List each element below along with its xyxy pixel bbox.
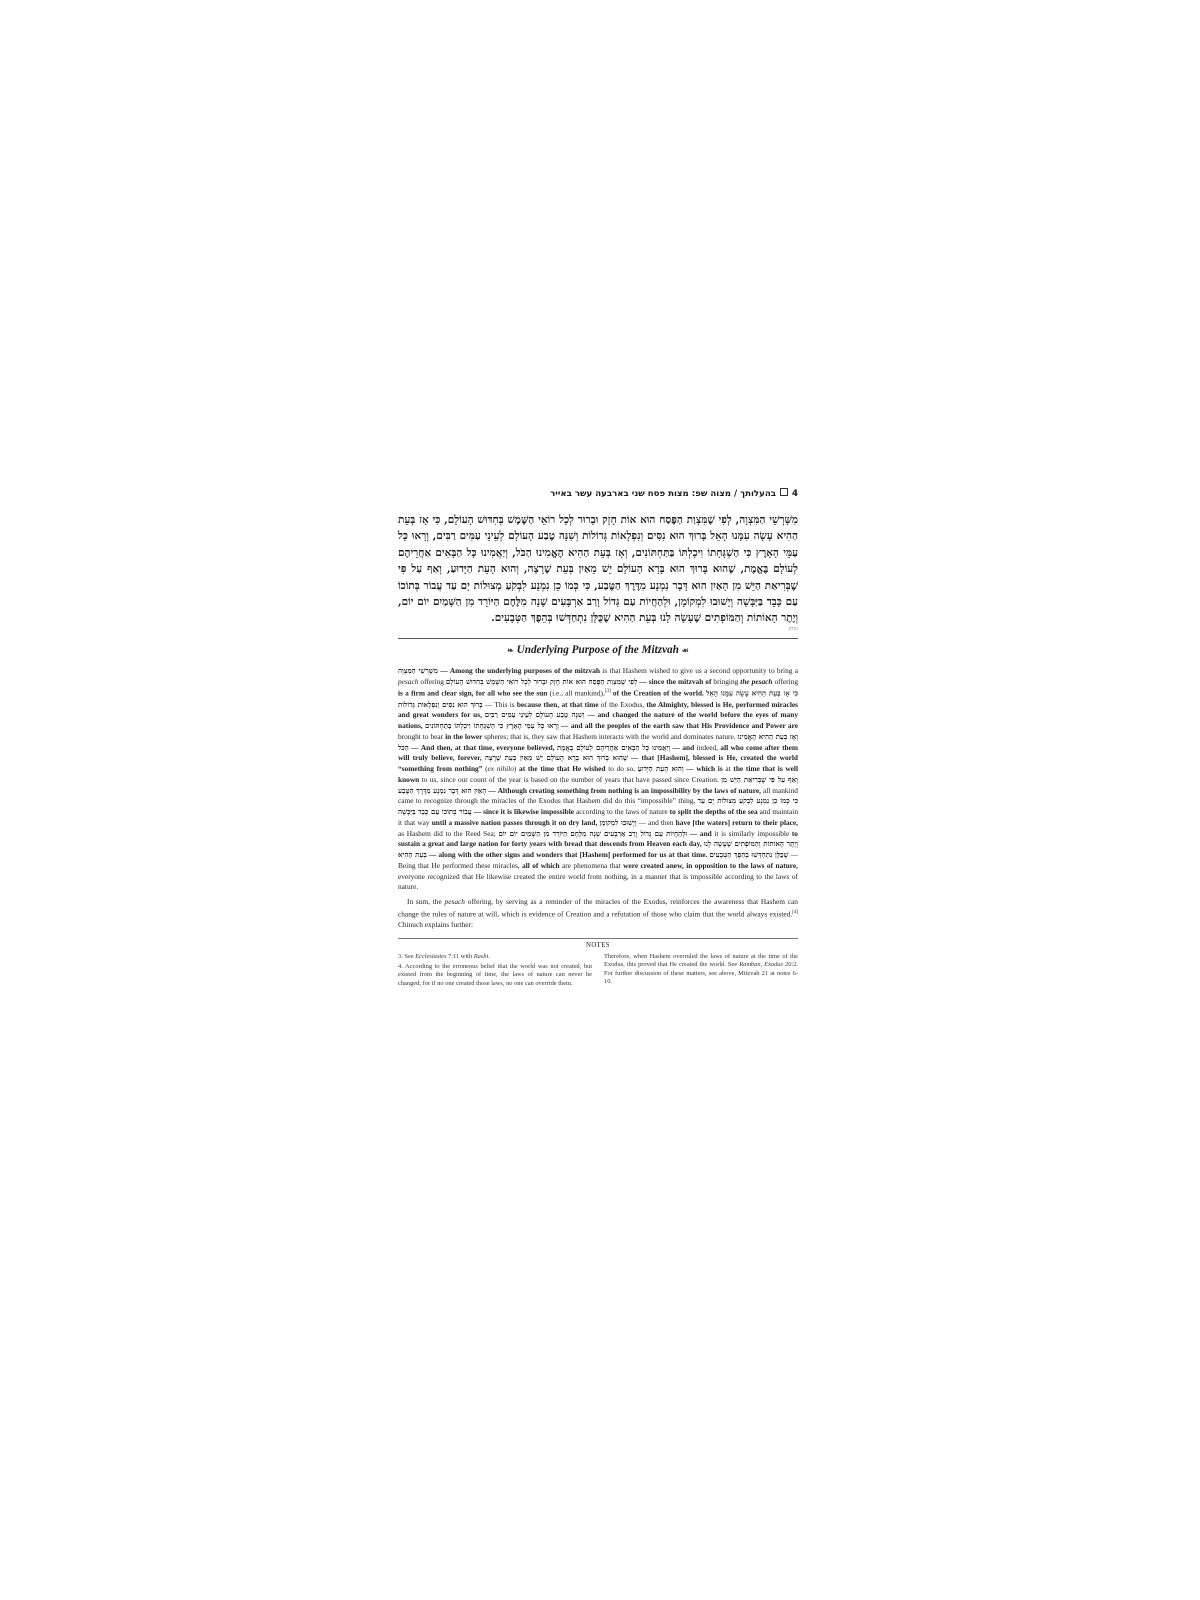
text-run: offering xyxy=(418,676,446,686)
text-run: it is similarly impossible xyxy=(714,828,792,838)
text-run: Ecclesiastes xyxy=(415,952,447,960)
text-run: ) xyxy=(513,764,520,774)
hebrew-quote: וְיַאֲמִינוּ כָּל הַבָּאִים אַחֲרֵיהֶם לְעוֹלָם בֶּאֱמֶת xyxy=(556,742,671,752)
section-divider xyxy=(398,638,798,639)
text-run: — Being that He performed these miracles, xyxy=(398,850,798,870)
text-run: all who come after them will truly believe, forever, xyxy=(398,742,798,763)
text-run: spheres; that is, they saw that Hashem interacts with the world and dominates nature. xyxy=(484,731,738,741)
notes-column-left xyxy=(398,953,592,990)
hebrew-paragraph: מִשָּׁרְשֵׁי הַמִּצְוָה, לְפִי שֶׁמִּצְוַת הַפֶּסַח הוּא אוֹת חָזָק וּבָרוּר לְכָל רוֹאֵי הַשֶּׁמֶשׁ בְּחִדּוּשׁ הָעוֹלָם, כִּי אָז בְּעֵת הַהִיא עָשָׂה עִמָּנוּ הָאֵל בָּרוּךְ הוּא נִסִּים וְנִפְלָאוֹת גְּדוֹלוֹת וְשִׁנָּה טֶבַע הָעוֹלָם לְעֵינֵי עַמִּים רַבִּים, וְרָאוּ כָּל עַמֵּי הָאָרֶץ כִּי הַשְׁגָּחָתוֹ וִיכָלְתּוֹ בַּתַּחְתּוֹנִים, וְאָז בְּעֵת הַהִיא הֶאֱמִינוּ הַכֹּל, וְיַאֲמִינוּ כָּל הַבָּאִים אַחֲרֵיהֶם לְעוֹלָם בֶּאֱמֶת, שֶׁהוּא בָּרוּךְ הוּא בָּרָא הָעוֹלָם יֵשׁ מֵאַיִן בְּעֵת שֶׁרָצָה, וְהוּא הָעֵת הַיָּדוּעַ, וְאַף עַל פִּי שֶׁבְּרִיאַת הַיֵּשׁ מִן הָאַיִן הוּא דָּבָר נִמְנָע מִדֶּרֶךְ הַטֶּבַע, כִּי כְּמוֹ כֵן נִמְנָע לִבְקֹעַ מְצוּלוֹת יָם עַד עֲבוֹר בְּתוֹכוֹ עַם כָּבֵד בַּיַּבָּשָׁה וְיָשׁוּבוּ לִמְקוֹמָן, וּלְהַחֲיוֹת עַם גָּדוֹל וָרַב אַרְבָּעִים שָׁנָה מִלֶּחֶם הַיּוֹרֵד מִן הַשָּׁמַיִם יוֹם יוֹם, וְיֶתֶר הָאוֹתוֹת וְהַמּוֹפְתִים שֶׁעָשָׂה לָנוּ בְּעֵת הַהִיא שֶׁכֻּלָּן נִתְחַדְּשׁוּ בְּהֵפֶךְ הַטְּבָעִים. xyxy=(398,514,798,625)
text-run: according to the laws of nature xyxy=(576,807,670,817)
hebrew-quote: כִּי כְּמוֹ כֵן נִמְנָע לִבְקֹעַ מְצוּלוֹת יָם עַד עֲבוֹר בְּתוֹכוֹ עַם כָּבֵד בַּיַּבָּשָׁה xyxy=(398,796,798,817)
text-run: — and xyxy=(687,828,715,838)
text-run: — and xyxy=(670,742,697,752)
text-run: 4. According to the erroneous belief that the world was not created, but existed from the beginning of time, the laws of nature can never be changed; for if no one created those laws, no one can override them. xyxy=(398,962,592,987)
hebrew-quote: וְרָאוּ כָּל עַמֵּי הָאָרֶץ כִּי הַשְׁגָּחָתוֹ וִיכָלְתּוֹ בַּתַּחְתּוֹנִים xyxy=(425,721,559,731)
text-run: brought to bear xyxy=(398,731,446,741)
text-run: Ramban, Exodus xyxy=(739,961,783,969)
hebrew-quote: וְהוּא הָעֵת הַיָּדוּעַ xyxy=(637,764,684,774)
note-item xyxy=(604,953,798,987)
text-run: the Almighty, blessed is He, performed miracles and great wonders for us, xyxy=(398,699,798,720)
text-run: to us, since our count of the year is based on the number of years that have passed since Creation. xyxy=(421,774,722,784)
text-run: — which is xyxy=(683,764,726,774)
text-run: the pesach xyxy=(740,676,773,686)
running-head xyxy=(398,488,798,500)
text-run: In sum, the xyxy=(407,897,445,907)
text-run: . xyxy=(488,952,490,960)
text-run: 7:11 with xyxy=(446,952,474,960)
running-head-title: בהעלותך / מצוה שפ: מצות פסח שני בארבעה עשר באייר xyxy=(550,489,777,499)
text-run: have [the waters] return to their place, xyxy=(675,817,799,827)
hebrew-quote: כִּי אָז בְּעֵת הַהִיא עָשָׂה עִמָּנוּ הָאֵל בָּרוּךְ הוּא נִסִּים וְנִפְלָאוֹת גְּדוֹלוֹת xyxy=(398,688,799,709)
hebrew-quote: מִשָּׁרְשֵׁי הַמִּצְוָה xyxy=(398,665,438,675)
text-run: to sustain a great and large nation for forty years with bread that descends from Heaven each day, xyxy=(398,828,798,849)
right-ornament-icon: ☙ xyxy=(681,645,689,655)
text-run: Chinuch explains further: xyxy=(398,919,474,929)
hebrew-quote: וְיֶתֶר הָאוֹתוֹת וְהַמּוֹפְתִים שֶׁעָשָׂה לָנוּ בְּעֵת הַהִיא xyxy=(398,839,798,860)
text-run: ( xyxy=(485,764,488,774)
notes-divider xyxy=(398,938,798,939)
text-run: 20:2. For further discussion of these matters, see above, Mitzvah 21 at notes 6-10. xyxy=(604,961,798,986)
text-run: at xyxy=(725,764,734,774)
text-run: — and all the peoples of the earth saw that His Providence and Power are xyxy=(558,721,798,731)
commentary-paragraph xyxy=(398,666,798,893)
text-run: indeed, xyxy=(696,742,721,752)
text-run: ex nihilo xyxy=(487,764,514,774)
text-run: pesach xyxy=(444,897,465,907)
text-run: everyone recognized that He likewise created the entire world from nothing, in a manner that is impossible according to the laws of nature. xyxy=(398,871,798,892)
text-run: — that [Hashem], blessed is He, created the world “something from nothing” xyxy=(398,753,798,774)
summary-paragraph xyxy=(398,897,798,931)
notes-column-right xyxy=(604,953,798,990)
text-run: — along with the other signs and wonders that [Hashem] performed for us at that time. xyxy=(426,850,710,860)
page-number: 4 xyxy=(792,489,798,499)
footnote-ref: [3] xyxy=(604,689,611,695)
text-run: offering, by serving as a reminder of the miracles of the Exodus, reinforces the awareness that Hashem can change the rules of nature at will, which is evidence of Creation and a refutation of those who claim that the world always existed. xyxy=(398,897,798,919)
text-run: — and then xyxy=(636,817,676,827)
footnote-ref: [4] xyxy=(792,909,798,915)
text-run: Therefore, when Hashem overruled the laws of nature at the time of the Exodus, this proved that He created the world. See xyxy=(604,952,798,969)
catchword: ונוהג xyxy=(788,625,798,632)
text-run: at the time that He wished xyxy=(519,764,609,774)
text-run: all of which xyxy=(522,860,563,870)
left-ornament-icon: ❧ xyxy=(507,645,514,655)
notes-heading: NOTES xyxy=(586,941,610,949)
text-run: offering xyxy=(772,676,798,686)
text-run: is a firm and clear sign, for all who see the sun xyxy=(398,688,550,698)
hebrew-quote: שֶׁכֻּלָּן נִתְחַדְּשׁוּ בְּהֵפֶךְ הַטְּבָעִים xyxy=(709,850,789,860)
text-run: — since the mitzvah of xyxy=(637,676,714,686)
text-run: until a massive nation passes through it on dry land, xyxy=(431,817,600,827)
notes-section xyxy=(398,953,798,990)
text-run: Rashi xyxy=(473,952,489,960)
square-ornament-icon xyxy=(780,488,788,496)
text-run: — And then, at that time, everyone believed, xyxy=(408,742,557,752)
text-run: — since it is likewise impossible xyxy=(471,807,577,817)
section-title xyxy=(398,643,798,658)
text-run: because then, at that time xyxy=(516,699,601,709)
book-page xyxy=(398,488,798,990)
hebrew-quote: וְאַף עַל פִּי שֶׁבְּרִיאַת הַיֵּשׁ מִן הָאַיִן הוּא דָּבָר נִמְנָע מִדֶּרֶךְ הַטֶּבַע xyxy=(398,774,798,795)
text-run: of the Creation of the world. xyxy=(610,688,707,698)
text-run: pesach xyxy=(398,676,419,686)
text-run: — Although creating something from nothing is an impossibility by the laws of nature, xyxy=(486,785,763,795)
text-run: to do so, xyxy=(608,764,638,774)
text-run: in the lower xyxy=(445,731,485,741)
text-run: all mankind came to recognize through the miracles of the Exodus that Hashem did do this “impossible” thing, xyxy=(398,785,798,806)
hebrew-quote: וְאָז בְּעֵת הַהִיא הֶאֱמִינוּ הַכֹּל xyxy=(398,731,799,752)
text-run: is that Hashem wished to give us a second opportunity to bring a xyxy=(602,665,798,675)
note-item xyxy=(398,963,592,989)
section-title-text: Underlying Purpose of the Mitzvah xyxy=(516,643,679,656)
note-item xyxy=(398,953,592,962)
text-run: to split the depths of the sea xyxy=(669,807,760,817)
text-run: as Hashem did to the Reed Sea; xyxy=(398,828,499,838)
text-run: bringing xyxy=(713,676,741,686)
text-run: (i.e., all mankind), xyxy=(549,688,605,698)
text-run: the time that is well known xyxy=(398,764,799,784)
text-run: of the Exodus, xyxy=(600,699,647,709)
text-run: 3. See xyxy=(398,952,416,960)
text-run: — Among the underlying purposes of the mitzvah xyxy=(437,665,603,675)
hebrew-quote: שֶׁהוּא בָּרוּךְ הוּא בָּרָא הָעוֹלָם יֵשׁ מֵאַיִן בְּעֵת שֶׁרָצָה xyxy=(484,753,628,763)
hebrew-quote: לְפִי שֶׁמִּצְוַת הַפֶּסַח הוּא אוֹת חָזָק וּבָרוּר לְכָל רוֹאֵי הַשֶּׁמֶשׁ בְּחִדּוּשׁ הָעוֹלָם xyxy=(445,676,638,686)
text-run: — and changed the nature of the world before the eyes of many nations, xyxy=(398,710,798,731)
text-run: are phenomena that xyxy=(562,860,624,870)
text-run: were created anew, in opposition to the laws of nature, xyxy=(623,860,798,870)
text-run: — This is xyxy=(482,699,517,709)
hebrew-source-text xyxy=(398,512,798,632)
hebrew-quote: וּלְהַחֲיוֹת עַם גָּדוֹל וָרַב אַרְבָּעִים שָׁנָה מִלֶּחֶם הַיּוֹרֵד מִן הַשָּׁמַיִם יוֹם יוֹם xyxy=(498,828,688,838)
hebrew-quote: וְיָשׁוּבוּ לִמְקוֹמָן xyxy=(599,817,637,827)
text-run: and maintain it that way xyxy=(398,807,798,827)
hebrew-quote: וְשִׁנָּה טֶבַע הָעוֹלָם לְעֵינֵי עַמִּים רַבִּים xyxy=(484,710,585,720)
